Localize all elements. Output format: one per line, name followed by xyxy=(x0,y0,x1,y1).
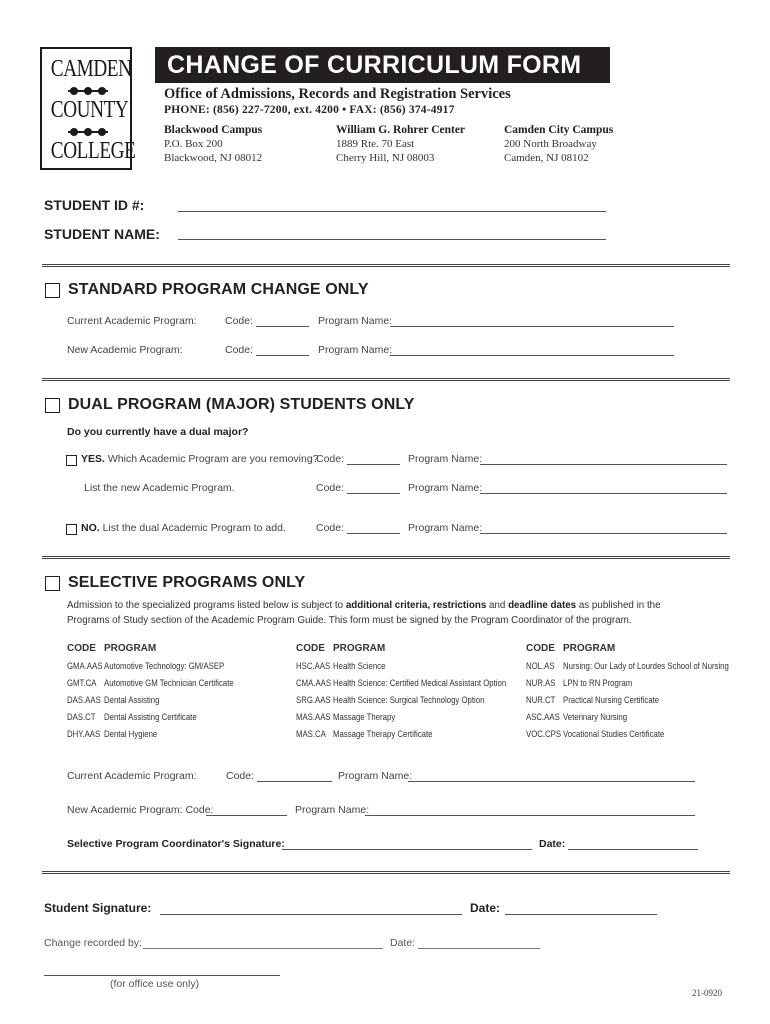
program-code: DAS.AAS xyxy=(67,695,101,706)
program-name-label: Program Name: xyxy=(318,344,393,356)
campus-city: Blackwood, NJ 08012 xyxy=(164,152,263,164)
coordinator-signature-label: Selective Program Coordinator's Signature: xyxy=(67,838,285,850)
dual-add-code-field[interactable] xyxy=(347,524,400,534)
college-logo xyxy=(40,47,136,170)
program-name: Nursing: Our Lady of Lourdes School of Nursing xyxy=(563,661,729,672)
standard-current-program-field[interactable] xyxy=(390,317,674,327)
program-name-label: Program Name: xyxy=(408,453,483,465)
selective-title: SELECTIVE PROGRAMS ONLY xyxy=(68,574,306,591)
intro-text: as published in the xyxy=(576,600,661,611)
program-name: Health Science: Certified Medical Assistant Option xyxy=(333,678,507,689)
office-use-field[interactable] xyxy=(44,975,280,976)
program-code: SRG.AAS xyxy=(296,695,331,706)
standard-new-code-field[interactable] xyxy=(256,346,309,356)
campus-city: Cherry Hill, NJ 08003 xyxy=(336,152,435,164)
dual-checkbox[interactable] xyxy=(45,398,60,413)
coordinator-date-field[interactable] xyxy=(568,840,698,850)
dual-new-program-field[interactable] xyxy=(480,484,727,494)
dual-question: Do you currently have a dual major? xyxy=(67,426,249,438)
intro-bold: deadline dates xyxy=(508,600,577,611)
change-recorded-field[interactable] xyxy=(143,948,383,949)
student-id-field[interactable] xyxy=(178,211,606,212)
section-divider xyxy=(42,556,730,559)
selective-current-label: Current Academic Program: xyxy=(67,770,197,782)
logo-word-1: CAMDEN xyxy=(50,56,132,82)
change-recorded-label: Change recorded by: xyxy=(44,937,143,949)
student-signature-label: Student Signature: xyxy=(44,901,152,915)
campus-address: P.O. Box 200 xyxy=(164,138,223,150)
standard-checkbox[interactable] xyxy=(45,283,60,298)
code-label: Code: xyxy=(316,522,345,534)
col-header-program: PROGRAM xyxy=(563,643,616,654)
code-label: Code: xyxy=(225,315,254,327)
program-name: Massage Therapy xyxy=(333,712,396,723)
logo-ornament xyxy=(68,128,108,136)
program-name: Veterinary Nursing xyxy=(563,712,628,723)
office-use-label: (for office use only) xyxy=(110,978,200,990)
logo-word-3: COLLEGE xyxy=(50,138,136,164)
campus-rohrer xyxy=(336,124,465,164)
student-date-label: Date: xyxy=(470,901,501,915)
col-header-code: CODE xyxy=(296,643,325,654)
no-label: NO. xyxy=(81,522,100,534)
student-name-field[interactable] xyxy=(178,239,606,240)
list-new-label: List the new Academic Program. xyxy=(84,482,235,494)
campus-camden xyxy=(504,124,613,164)
standard-title: STANDARD PROGRAM CHANGE ONLY xyxy=(68,281,369,298)
program-code: CMA.AAS xyxy=(296,678,332,689)
dual-title: DUAL PROGRAM (MAJOR) STUDENTS ONLY xyxy=(68,396,415,413)
campus-name: Blackwood Campus xyxy=(164,124,263,136)
program-code: NUR.AS xyxy=(526,678,556,689)
program-name: Health Science: Surgical Technology Option xyxy=(333,695,485,706)
coordinator-signature-field[interactable] xyxy=(282,840,532,850)
program-code: MAS.AAS xyxy=(296,712,331,723)
form-number: 21-0920 xyxy=(692,988,722,998)
program-code: DHY.AAS xyxy=(67,729,101,740)
recorded-date-field[interactable] xyxy=(418,948,540,949)
campus-address: 200 North Broadway xyxy=(504,138,597,150)
phone-fax: PHONE: (856) 227-7200, ext. 4200 • FAX: (856) 374-4917 xyxy=(164,104,455,116)
program-name: Automotive GM Technician Certificate xyxy=(104,678,234,689)
program-name: Vocational Studies Certificate xyxy=(563,729,665,740)
program-code: HSC.AAS xyxy=(296,661,331,672)
student-name-label: STUDENT NAME: xyxy=(44,226,160,242)
program-name: Health Science xyxy=(333,661,386,672)
campus-name: Camden City Campus xyxy=(504,124,614,136)
col-header-code: CODE xyxy=(526,643,555,654)
coordinator-date-label: Date: xyxy=(539,838,566,850)
standard-new-program-field[interactable] xyxy=(390,346,674,356)
yes-text: Which Academic Program are you removing? xyxy=(107,453,319,465)
program-name-label: Program Name: xyxy=(295,804,370,816)
standard-new-label: New Academic Program: xyxy=(67,344,183,356)
yes-checkbox[interactable] xyxy=(66,455,77,466)
standard-current-label: Current Academic Program: xyxy=(67,315,197,327)
program-name-label: Program Name: xyxy=(338,770,413,782)
dual-remove-code-field[interactable] xyxy=(347,455,400,465)
campus-city: Camden, NJ 08102 xyxy=(504,152,589,164)
program-name-label: Program Name: xyxy=(408,522,483,534)
dual-remove-program-field[interactable] xyxy=(480,455,727,465)
no-checkbox[interactable] xyxy=(66,524,77,535)
selective-new-code-field[interactable] xyxy=(206,806,287,816)
no-option xyxy=(81,522,286,534)
student-signature-field[interactable] xyxy=(160,914,462,915)
program-code: DAS.CT xyxy=(67,712,96,723)
section-divider xyxy=(42,378,730,381)
selective-current-code-field[interactable] xyxy=(257,772,332,782)
program-code: GMT.CA xyxy=(67,678,97,689)
program-name: Automotive Technology: GM/ASEP xyxy=(104,661,225,672)
program-name: Practical Nursing Certificate xyxy=(563,695,660,706)
program-code: GMA.AAS xyxy=(67,661,103,672)
program-name: Dental Hygiene xyxy=(104,729,158,740)
student-date-field[interactable] xyxy=(505,914,657,915)
student-id-label: STUDENT ID #: xyxy=(44,197,145,213)
col-header-program: PROGRAM xyxy=(104,643,157,654)
campus-address: 1889 Rte. 70 East xyxy=(336,138,415,150)
no-text: List the dual Academic Program to add. xyxy=(102,522,286,534)
recorded-date-label: Date: xyxy=(390,937,416,949)
yes-label: YES. xyxy=(81,453,105,465)
logo-ornament xyxy=(68,87,108,95)
standard-current-code-field[interactable] xyxy=(256,317,309,327)
program-code: NUR.CT xyxy=(526,695,556,706)
logo-word-2: COUNTY xyxy=(50,97,129,123)
program-name: Massage Therapy Certificate xyxy=(333,729,433,740)
program-name: Dental Assisting xyxy=(104,695,160,706)
code-label: Code: xyxy=(225,344,254,356)
section-divider xyxy=(42,264,730,267)
intro-text: Admission to the specialized programs listed below is subject to xyxy=(67,600,346,611)
code-label: Code: xyxy=(316,482,345,494)
selective-intro-line2: Programs of Study section of the Academic Program Guide. This form must be signed by the Program Coordinator of the program. xyxy=(67,615,632,626)
dual-new-code-field[interactable] xyxy=(347,484,400,494)
selective-new-program-field[interactable] xyxy=(365,806,695,816)
program-code: MAS.CA xyxy=(296,729,326,740)
dual-add-program-field[interactable] xyxy=(480,524,727,534)
selective-checkbox[interactable] xyxy=(45,576,60,591)
program-code: ASC.AAS xyxy=(526,712,560,723)
selective-intro-line1 xyxy=(67,600,661,611)
office-name: Office of Admissions, Records and Registration Services xyxy=(164,86,511,102)
selective-current-program-field[interactable] xyxy=(408,772,695,782)
campus-blackwood xyxy=(164,124,262,164)
intro-text: and xyxy=(486,600,509,611)
campus-name: William G. Rohrer Center xyxy=(336,124,466,136)
program-code: NOL.AS xyxy=(526,661,555,672)
program-code: VOC.CPS xyxy=(526,729,562,740)
program-name: Dental Assisting Certificate xyxy=(104,712,197,723)
program-name: LPN to RN Program xyxy=(563,678,633,689)
intro-bold: additional criteria, restrictions xyxy=(345,600,487,611)
yes-option xyxy=(81,453,319,465)
code-label: Code: xyxy=(316,453,345,465)
selective-new-label: New Academic Program: Code: xyxy=(67,804,214,816)
code-label: Code: xyxy=(226,770,255,782)
program-name-label: Program Name: xyxy=(318,315,393,327)
section-divider xyxy=(42,871,730,874)
col-header-program: PROGRAM xyxy=(333,643,386,654)
col-header-code: CODE xyxy=(67,643,96,654)
program-name-label: Program Name: xyxy=(408,482,483,494)
form-title: CHANGE OF CURRICULUM FORM xyxy=(155,47,610,83)
